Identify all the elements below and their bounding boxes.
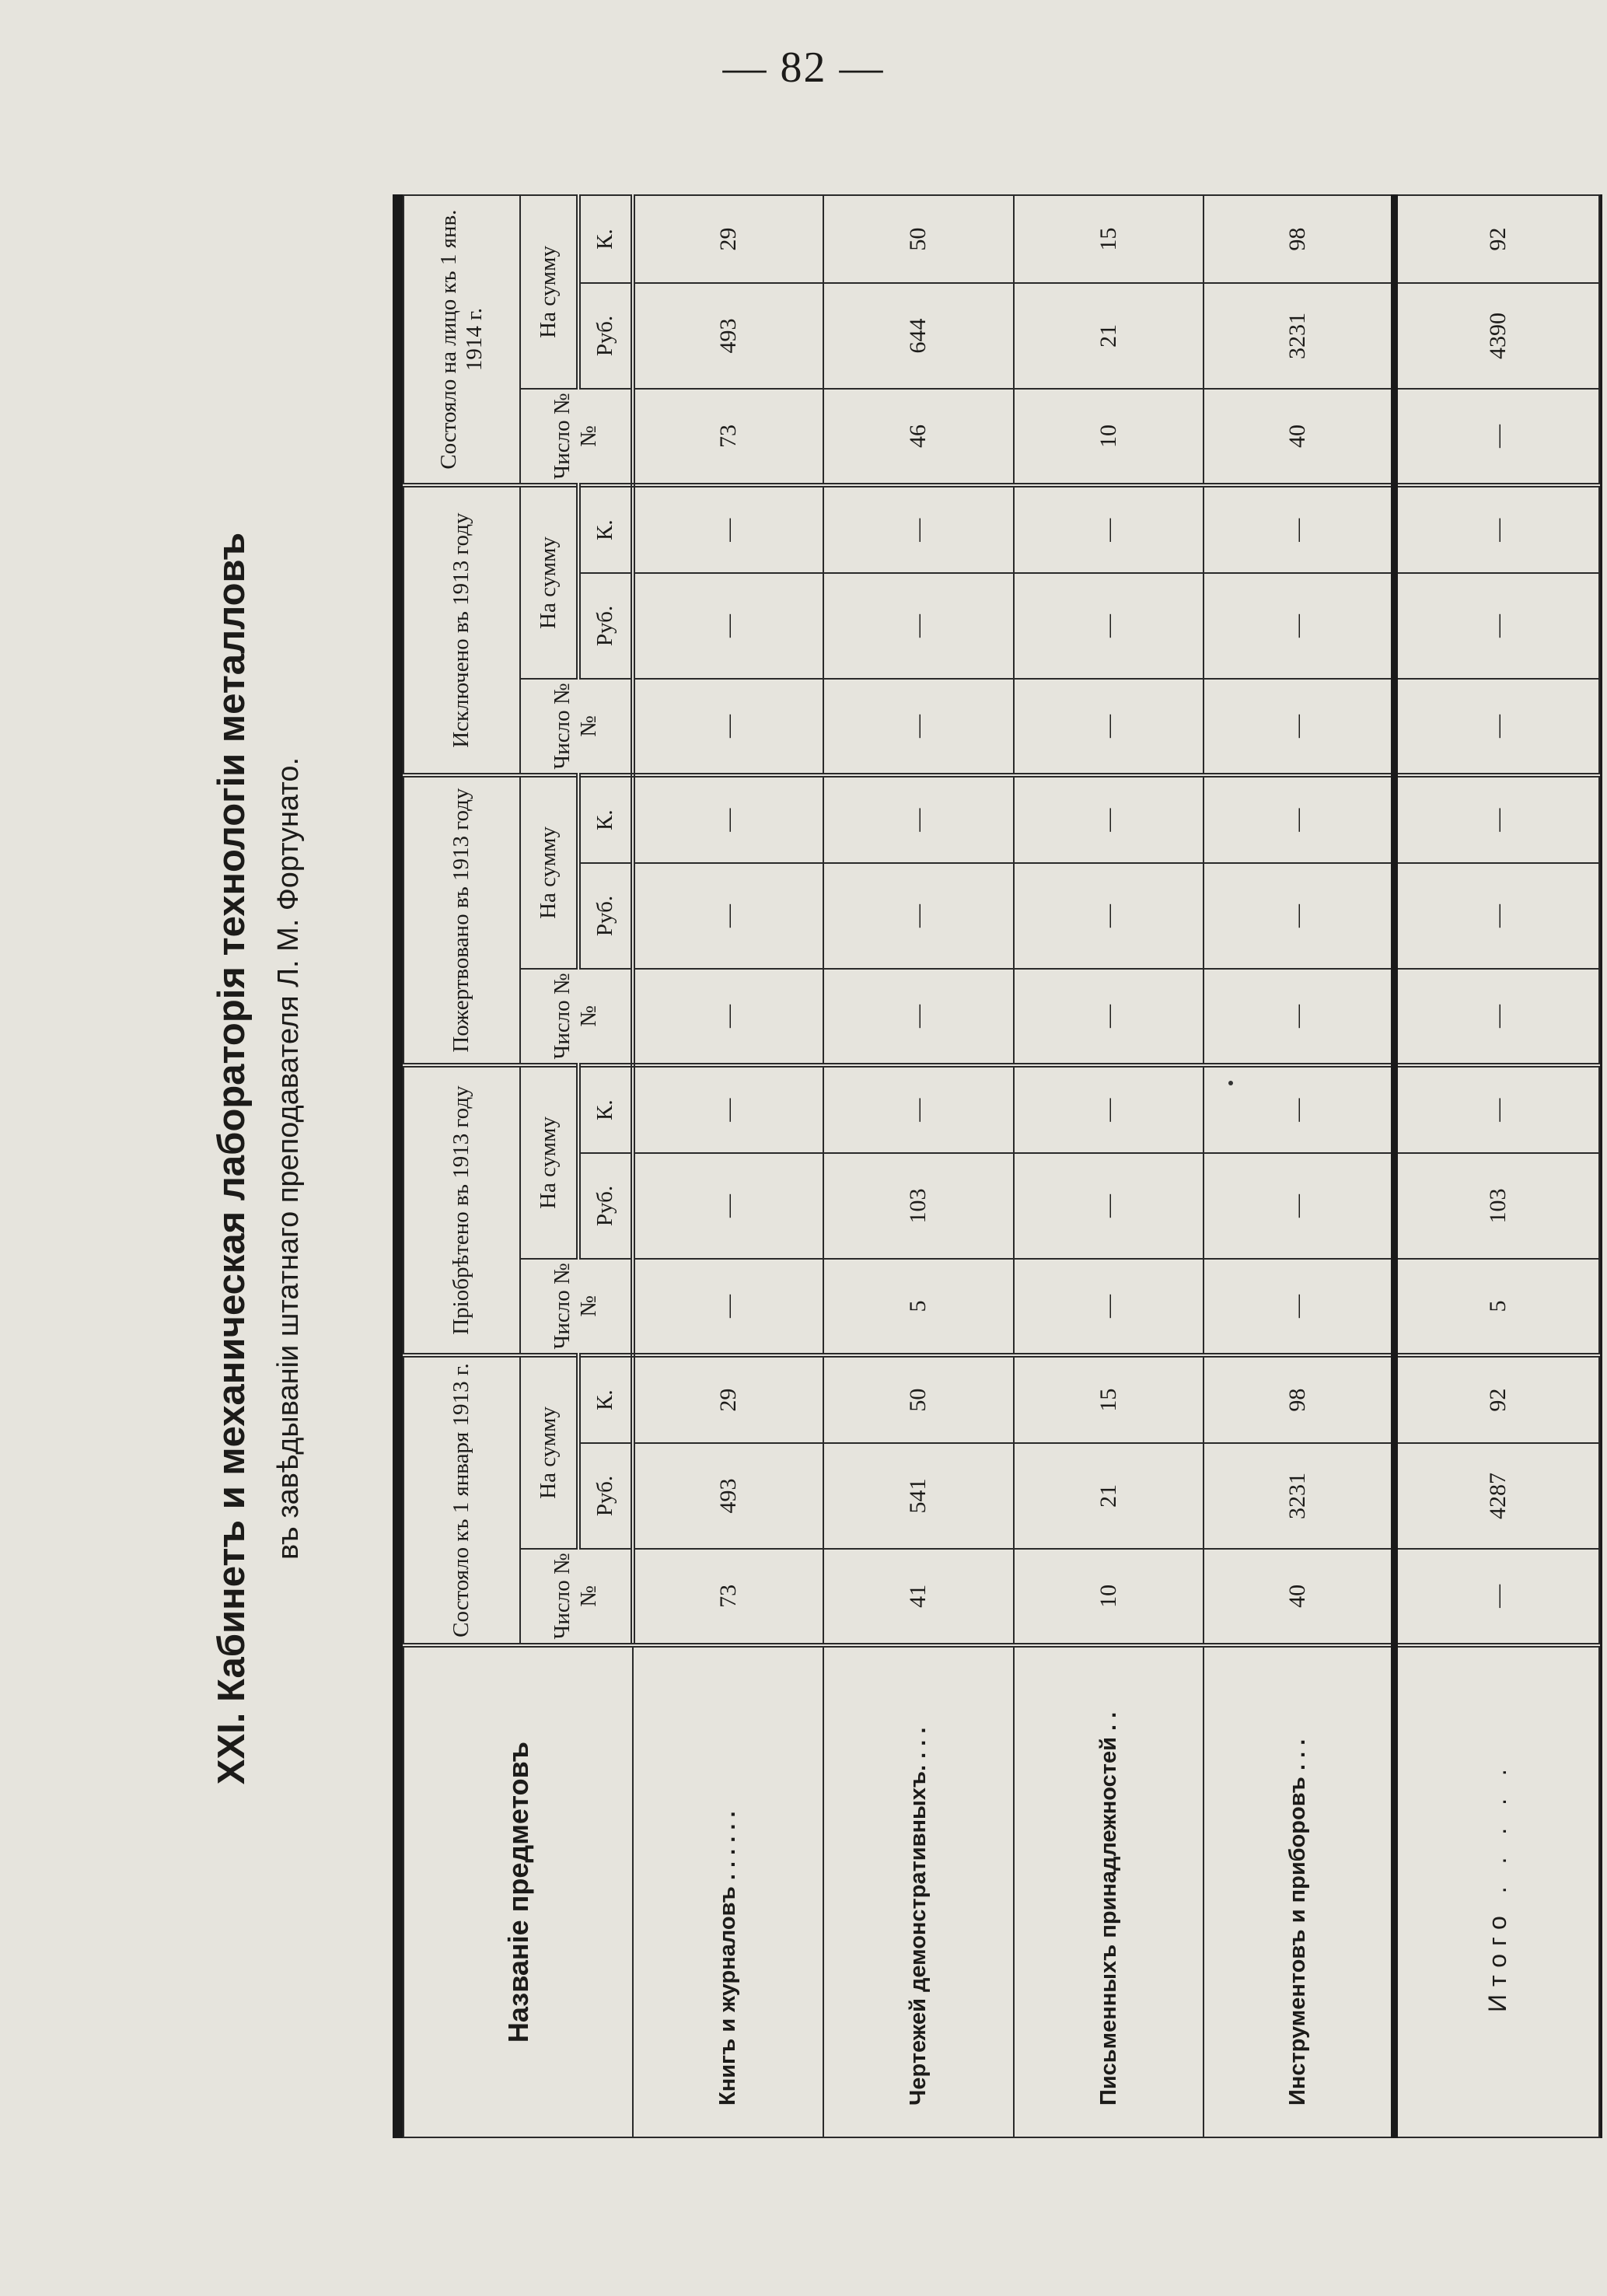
- cell-count: —: [1014, 969, 1204, 1065]
- total-cell-count: —: [1394, 389, 1599, 485]
- cell-count: —: [1014, 679, 1204, 775]
- cell-kop: 50: [823, 195, 1014, 283]
- group-header-start: Состояло къ 1 января 1913 г.: [403, 1355, 520, 1645]
- cell-rub: —: [1204, 863, 1394, 969]
- total-cell-rub: 103: [1394, 1153, 1599, 1259]
- cell-count: —: [1204, 679, 1394, 775]
- page-number: — 82 —: [722, 44, 885, 92]
- cell-kop: 29: [633, 195, 823, 283]
- cell-count: 10: [1014, 1549, 1204, 1645]
- sum-header: На сумму: [520, 1065, 578, 1259]
- group-header-end: Состояло на лицо къ 1 янв. 1914 г.: [403, 195, 520, 485]
- total-cell-count: —: [1394, 679, 1599, 775]
- kop-header: К.: [578, 485, 633, 573]
- sum-header: На сумму: [520, 1355, 578, 1549]
- cell-rub: —: [1204, 1153, 1394, 1259]
- rub-header: Руб.: [578, 283, 633, 389]
- cell-kop: —: [1014, 775, 1204, 863]
- cell-count: 40: [1204, 1549, 1394, 1645]
- cell-kop: —: [1204, 1065, 1394, 1153]
- cell-count: —: [1204, 969, 1394, 1065]
- kop-header: К.: [578, 195, 633, 283]
- cell-count: 10: [1014, 389, 1204, 485]
- kop-header: К.: [578, 1355, 633, 1443]
- cell-kop: 50: [823, 1355, 1014, 1443]
- cell-rub: 21: [1014, 283, 1204, 389]
- cell-kop: —: [823, 775, 1014, 863]
- count-header: Число №№: [520, 969, 633, 1065]
- cell-kop: —: [823, 485, 1014, 573]
- total-cell-kop: —: [1394, 1065, 1599, 1153]
- cell-kop: 15: [1014, 1355, 1204, 1443]
- table-header: [403, 195, 633, 2137]
- cell-kop: 98: [1204, 1355, 1394, 1443]
- cell-kop: 15: [1014, 195, 1204, 283]
- total-cell-rub: —: [1394, 573, 1599, 679]
- kop-header: К.: [578, 775, 633, 863]
- cell-count: 40: [1204, 389, 1394, 485]
- cell-kop: —: [1014, 485, 1204, 573]
- cell-count: 73: [633, 389, 823, 485]
- cell-count: 73: [633, 1549, 823, 1645]
- total-cell-rub: —: [1394, 863, 1599, 969]
- table-body: [633, 195, 1599, 2137]
- cell-rub: 644: [823, 283, 1014, 389]
- cell-rub: —: [633, 573, 823, 679]
- cell-count: 46: [823, 389, 1014, 485]
- row-name: Инструментовъ и приборовъ . . .: [1204, 1645, 1394, 2137]
- inventory-table: [403, 194, 1600, 2138]
- table-row: [633, 195, 823, 2137]
- cell-count: 5: [823, 1259, 1014, 1355]
- cell-kop: —: [633, 775, 823, 863]
- cell-count: —: [823, 679, 1014, 775]
- cell-rub: 103: [823, 1153, 1014, 1259]
- cell-rub: —: [1204, 573, 1394, 679]
- cell-kop: 98: [1204, 195, 1394, 283]
- total-cell-kop: —: [1394, 485, 1599, 573]
- cell-kop: —: [1014, 1065, 1204, 1153]
- total-cell-kop: 92: [1394, 1355, 1599, 1443]
- cell-rub: —: [1014, 573, 1204, 679]
- cell-count: 41: [823, 1549, 1014, 1645]
- sum-header: На сумму: [520, 195, 578, 389]
- rub-header: Руб.: [578, 1443, 633, 1549]
- table-row: [1204, 195, 1394, 2137]
- cell-rub: —: [823, 863, 1014, 969]
- header-group-row: [403, 195, 520, 2137]
- row-name: Чертежей демонстративныхъ. . . .: [823, 1645, 1014, 2137]
- page-subtitle: въ завѣдываніи штатнаго преподавателя Л. М. Фортунато.: [272, 757, 305, 1560]
- total-cell-kop: —: [1394, 775, 1599, 863]
- page-title: XXI. Кабинетъ и механическая лабораторія технологіи металловъ: [211, 532, 253, 1785]
- cell-rub: 493: [633, 283, 823, 389]
- count-header: Число №№: [520, 1259, 633, 1355]
- group-header-acquired: Пріобрѣтено въ 1913 году: [403, 1065, 520, 1355]
- count-header: Число №№: [520, 1549, 633, 1645]
- cell-count: —: [633, 969, 823, 1065]
- cell-count: —: [633, 679, 823, 775]
- rub-header: Руб.: [578, 863, 633, 969]
- cell-rub: 493: [633, 1443, 823, 1549]
- sum-header: На сумму: [520, 775, 578, 969]
- cell-kop: —: [1204, 485, 1394, 573]
- cell-rub: —: [1014, 863, 1204, 969]
- total-cell-kop: 92: [1394, 195, 1599, 283]
- table-row: [1014, 195, 1204, 2137]
- cell-kop: —: [633, 485, 823, 573]
- cell-kop: —: [1204, 775, 1394, 863]
- rub-header: Руб.: [578, 573, 633, 679]
- table-row: [823, 195, 1014, 2137]
- column-header-name: Названіе предметовъ: [403, 1645, 633, 2137]
- cell-rub: 3231: [1204, 1443, 1394, 1549]
- group-header-donated: Пожертвовано въ 1913 году: [403, 775, 520, 1065]
- cell-rub: —: [1014, 1153, 1204, 1259]
- cell-rub: —: [633, 863, 823, 969]
- cell-count: —: [633, 1259, 823, 1355]
- cell-kop: 29: [633, 1355, 823, 1443]
- cell-rub: 541: [823, 1443, 1014, 1549]
- total-cell-count: —: [1394, 969, 1599, 1065]
- cell-kop: —: [823, 1065, 1014, 1153]
- group-header-excluded: Исключено въ 1913 году: [403, 485, 520, 775]
- inventory-table-frame: [393, 194, 1602, 2138]
- total-label: Итого . . . . .: [1394, 1645, 1599, 2137]
- rotated-content: [210, 171, 1594, 2146]
- rub-header: Руб.: [578, 1153, 633, 1259]
- count-header: Число №№: [520, 389, 633, 485]
- count-header: Число №№: [520, 679, 633, 775]
- row-name: Письменныхъ принадлежностей . .: [1014, 1645, 1204, 2137]
- cell-rub: 3231: [1204, 283, 1394, 389]
- total-cell-count: —: [1394, 1549, 1599, 1645]
- total-row: [1394, 195, 1599, 2137]
- row-name: Книгъ и журналовъ . . . . . .: [633, 1645, 823, 2137]
- cell-kop: —: [633, 1065, 823, 1153]
- ink-speck: [1228, 1081, 1233, 1085]
- cell-rub: 21: [1014, 1443, 1204, 1549]
- kop-header: К.: [578, 1065, 633, 1153]
- cell-count: —: [823, 969, 1014, 1065]
- sum-header: На сумму: [520, 485, 578, 679]
- total-cell-rub: 4390: [1394, 283, 1599, 389]
- cell-rub: —: [633, 1153, 823, 1259]
- cell-rub: —: [823, 573, 1014, 679]
- total-cell-count: 5: [1394, 1259, 1599, 1355]
- total-cell-rub: 4287: [1394, 1443, 1599, 1549]
- cell-count: —: [1014, 1259, 1204, 1355]
- cell-count: —: [1204, 1259, 1394, 1355]
